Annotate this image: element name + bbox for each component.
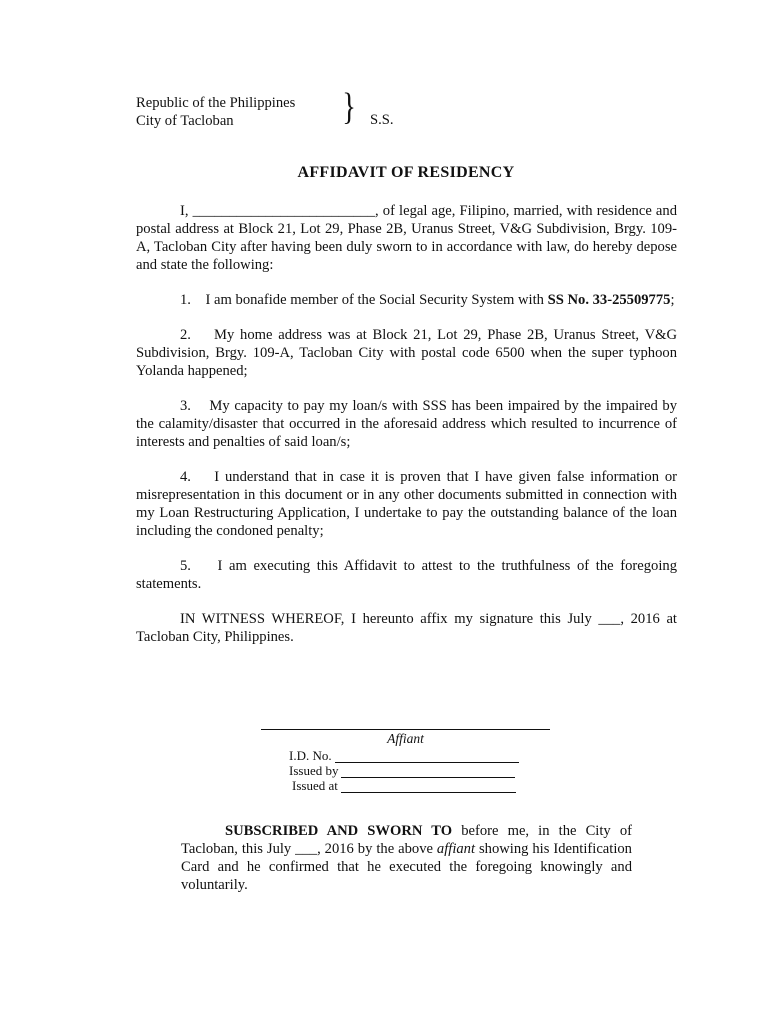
issued-by-blank [341, 766, 515, 778]
id-number-label: I.D. No. [289, 748, 332, 763]
jurat-affiant: affiant [436, 841, 476, 857]
issued-at-blank [341, 781, 516, 793]
signature-line [261, 729, 550, 730]
jurat-heading: SUBSCRIBED AND SWORN TO [225, 823, 453, 839]
item-5: 5. I am executing this Affidavit to attest to the truthfulness of the foregoing statements. [136, 558, 677, 592]
document-title: AFFIDAVIT OF RESIDENCY [297, 164, 515, 181]
jurat-text-2: showing his Identification Card and he confirmed that he executed the foregoing knowingly and voluntarily. [181, 841, 632, 893]
item-1-text: 1. I am bonafide member of the Social Security System with [180, 292, 548, 308]
id-number-blank [335, 751, 519, 763]
venue-country: Republic of the Philippines [136, 95, 296, 111]
item-3: 3. My capacity to pay my loan/s with SSS has been impaired by the impaired by the calamity/disaster that occurred in the aforesaid address which resulted to incurrence of interests and penalties of said loan/s; [136, 398, 677, 450]
venue-block [136, 94, 295, 130]
id-number-row [289, 748, 519, 763]
venue-brace: } [342, 86, 356, 128]
issued-by-row [289, 763, 519, 778]
id-details [289, 748, 519, 793]
issued-by-label: Issued by [289, 763, 339, 778]
item-1 [136, 291, 677, 309]
intro-paragraph: I, _________________________, of legal age, Filipino, married, with residence and postal address at Block 21, Lot 29, Phase 2B, Uranus Street, V&G Subdivision, Brgy. 109-A, Tacloban City after having been duly sworn to in accordance with law, do hereby depose and state the following: [136, 203, 677, 273]
witness-paragraph: IN WITNESS WHEREOF, I hereunto affix my signature this July ___, 2016 at Tacloban City, Philippines. [136, 611, 677, 645]
issued-at-row [289, 778, 519, 793]
affiant-label: Affiant [387, 731, 424, 746]
ss-number: SS No. 33-25509775 [547, 292, 671, 308]
jurat-paragraph [181, 822, 632, 894]
issued-at-label: Issued at [292, 778, 338, 793]
item-2: 2. My home address was at Block 21, Lot 29, Phase 2B, Uranus Street, V&G Subdivision, Brgy. 109-A, Tacloban City with postal code 6500 when the super typhoon Yolanda happened; [136, 327, 677, 379]
scilicet-label: S.S. [370, 112, 394, 128]
affidavit-body [136, 202, 677, 646]
jurat-text-1: before me, in the City of Tacloban, this July ___, 2016 by the above [181, 823, 632, 857]
venue-city: City of Tacloban [136, 113, 234, 129]
item-4: 4. I understand that in case it is proven that I have given false information or misrepresentation in this document or in any other documents submitted in connection with my Loan Restructuring Application, I undertake to pay the outstanding balance of the loan including the condoned penalty; [136, 469, 677, 539]
item-1-end: ; [670, 292, 675, 308]
